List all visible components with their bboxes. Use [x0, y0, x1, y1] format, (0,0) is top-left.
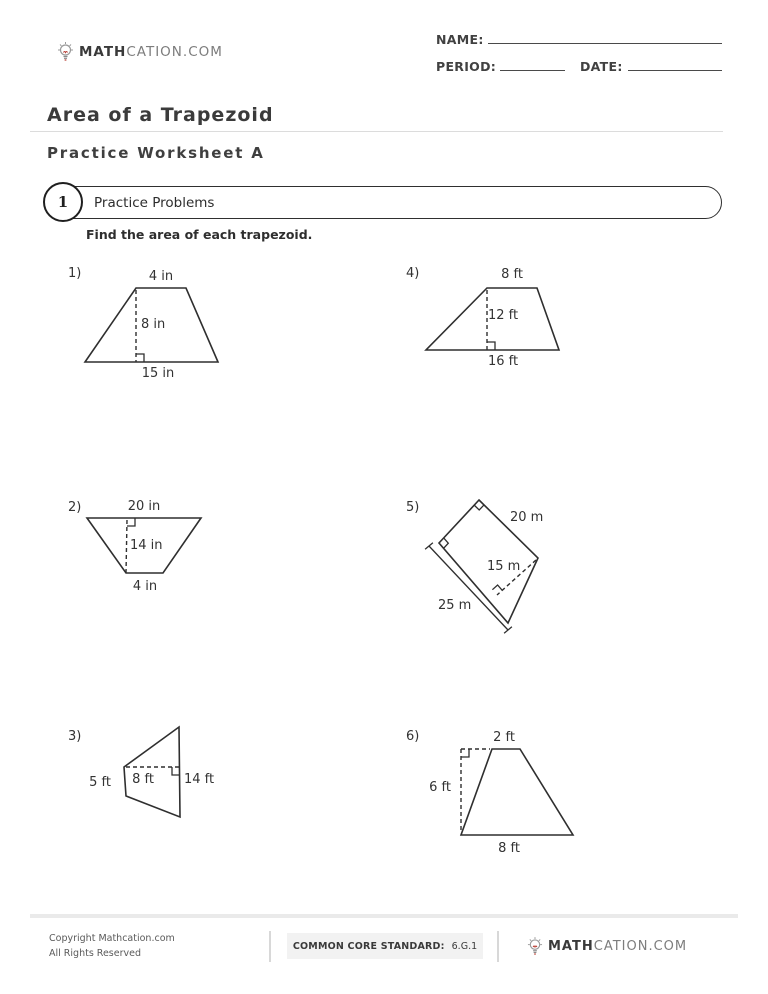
top-side-label: 20 in: [127, 499, 161, 514]
problem-1-trapezoid-figure: [60, 262, 240, 384]
footer-divider-bar: [30, 914, 738, 918]
height-label: 12 ft: [488, 308, 519, 323]
lightbulb-icon: [527, 936, 543, 957]
problem-2-number: 2): [68, 500, 82, 515]
right-angle-marker: [172, 767, 180, 775]
footer-divider-right: [497, 931, 499, 962]
common-core-standard-box: [287, 933, 483, 959]
right-angle-marker: [136, 354, 144, 362]
right-side-label: 14 ft: [184, 772, 215, 787]
section-instruction: Find the area of each trapezoid.: [86, 227, 313, 242]
bottom-side-label: 8 ft: [498, 841, 520, 856]
right-angle-marker: [461, 749, 469, 757]
section-number-badge: [43, 182, 83, 222]
footer-logo-text: [548, 939, 687, 954]
standard-label: COMMON CORE STANDARD:: [292, 940, 445, 952]
footer-logo: [527, 936, 687, 957]
page-title: Area of a Trapezoid: [47, 104, 274, 126]
logo-bold-part: MATH: [548, 939, 594, 954]
header-logo: [57, 41, 223, 63]
name-blank-line: [488, 29, 722, 44]
right-angle-marker: [127, 518, 135, 526]
bottom-side-label: 4 in: [132, 579, 158, 594]
long-side-label: 25 m: [438, 598, 472, 613]
section-title: Practice Problems: [94, 194, 215, 211]
right-angle-marker: [487, 342, 495, 350]
right-angle-marker-left: [444, 538, 449, 548]
date-blank-line: [628, 56, 722, 71]
date-label: DATE:: [580, 59, 623, 74]
period-blank-line: [500, 56, 565, 71]
logo-bold-part: MATH: [79, 44, 127, 60]
problem-6-number: 6): [406, 729, 420, 744]
height-label: 15 m: [487, 559, 521, 574]
copyright-line-1: Copyright Mathcation.com: [49, 933, 175, 944]
footer-copyright: [49, 932, 175, 961]
lightbulb-icon: [57, 41, 74, 63]
section-number: 1: [57, 193, 69, 211]
copyright-line-2: All Rights Reserved: [49, 947, 141, 959]
period-label: PERIOD:: [436, 59, 497, 74]
problem-3-trapezoid-figure: [60, 715, 225, 830]
problem-4-trapezoid-figure: [400, 262, 580, 374]
right-angle-marker-top: [474, 505, 484, 510]
height-label: 6 ft: [429, 780, 451, 795]
standard-value: 6.G.1: [451, 940, 478, 952]
header-logo-text: [79, 44, 223, 60]
page-subtitle: Practice Worksheet A: [47, 144, 265, 162]
logo-rest-part: CATION.COM: [593, 939, 688, 954]
problem-3-number: 3): [68, 729, 82, 744]
title-divider: [30, 131, 723, 132]
problem-5-number: 5): [406, 500, 420, 515]
trapezoid-outline: [461, 749, 573, 835]
problem-6-trapezoid-figure: [400, 715, 600, 863]
height-label: 8 ft: [132, 772, 154, 787]
top-side-label: 8 ft: [501, 267, 523, 282]
height-label: 8 in: [141, 317, 166, 332]
left-side-label: 5 ft: [89, 775, 111, 790]
height-dashed-line: [126, 520, 127, 573]
problem-4-number: 4): [406, 266, 420, 281]
name-label: NAME:: [436, 32, 484, 47]
top-side-label: 2 ft: [493, 730, 515, 745]
footer-divider-left: [269, 931, 271, 962]
right-angle-marker-foot: [492, 585, 502, 590]
bottom-side-label: 15 in: [141, 366, 175, 381]
top-side-label: 20 m: [510, 510, 544, 525]
problem-1-number: 1): [68, 266, 82, 281]
height-label: 14 in: [130, 538, 163, 553]
problem-5-trapezoid-figure: [420, 488, 585, 640]
bottom-side-label: 16 ft: [487, 354, 519, 369]
top-side-label: 4 in: [148, 269, 174, 284]
section-header-pill: [55, 186, 722, 219]
logo-rest-part: CATION.COM: [126, 44, 223, 60]
problem-2-trapezoid-figure: [60, 490, 240, 596]
